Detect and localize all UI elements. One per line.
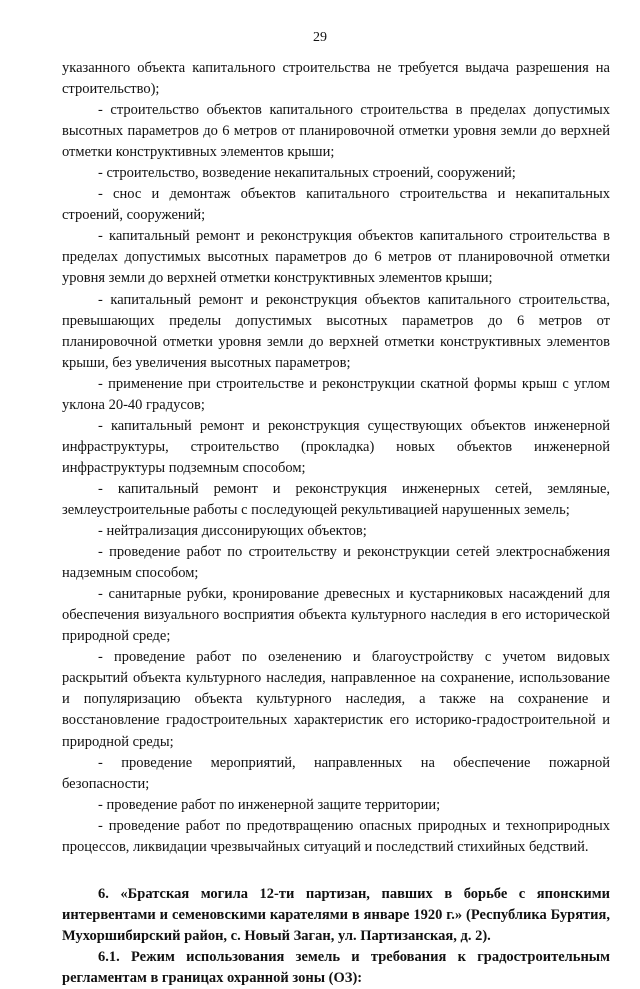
section-heading: 6. «Братская могила 12-ти партизан, павших в борьбе с японскими интервентами и семеновскими карателями в январе 1920 г.» (Республика Бурятия, Мухоршибирский район, с. Новый Заган, ул. Партизанская, д. 2). [62, 885, 610, 944]
list-item: - проведение работ по озеленению и благоустройству с учетом видовых раскрытий объекта культурного наследия, направленное на сохранение, использование и популяризацию объекта культурного наследия, а также на сохранение и восстановление градостроительных характеристик его историко-градостроительной и природной среды; [62, 649, 610, 750]
list-item: - строительство, возведение некапитальных строений, сооружений; [98, 165, 516, 182]
list-item: - снос и демонтаж объектов капитального строительства и некапитальных строений, сооружений; [62, 186, 610, 224]
list-item: - строительство объектов капитального строительства в пределах допустимых высотных параметров до 6 метров от планировочной отметки уровня земли до верхней отметки конструктивных элементов крыши; [62, 102, 610, 161]
list-item: - капитальный ремонт и реконструкция объектов капитального строительства в пределах допустимых высотных параметров до 6 метров от планировочной отметки уровня земли до верхней отметки конструктивных элементов крыши; [62, 228, 610, 287]
list-item: - капитальный ремонт и реконструкция объектов капитального строительства, превышающих пределы допустимых высотных параметров до 6 метров от планировочной отметки уровня земли до верхней отметки конструктивных элементов крыши, без увеличения высотных параметров; [62, 291, 610, 371]
list-item: - капитальный ремонт и реконструкция существующих объектов инженерной инфраструктуры, строительство (прокладка) новых объектов инженерной инфраструктуры подземным способом; [62, 417, 610, 476]
section-spacer [62, 858, 610, 884]
list-item: - капитальный ремонт и реконструкция инженерных сетей, земляные, землеустроительные работы с последующей рекультивацией нарушенных земель; [62, 480, 610, 518]
page-number: 29 [313, 30, 327, 45]
list-item: - применение при строительстве и реконструкции скатной формы крыш с углом уклона 20-40 градусов; [62, 375, 610, 413]
paragraph-intro: указанного объекта капитального строительства не требуется выдача разрешения на строительство); [62, 60, 610, 98]
list-item: - проведение мероприятий, направленных на обеспечение пожарной безопасности; [62, 754, 610, 792]
subsection-heading: 6.1. Режим использования земель и требования к градостроительным регламентам в границах охранной зоны (ОЗ): [62, 948, 610, 986]
list-item: - проведение работ по инженерной защите территории; [98, 796, 441, 813]
list-item: - санитарные рубки, кронирование древесных и кустарниковых насаждений для обеспечения визуального восприятия объекта культурного наследия в его исторической природной среде; [62, 586, 610, 645]
list-item: - проведение работ по строительству и реконструкции сетей электроснабжения надземным способом; [62, 544, 610, 582]
list-item: - нейтрализация диссонирующих объектов; [98, 523, 367, 540]
list-item: - проведение работ по предотвращению опасных природных и техноприродных процессов, ликвидации чрезвычайных ситуаций и последствий стихийных бедствий. [62, 817, 610, 855]
document-body [62, 58, 610, 989]
